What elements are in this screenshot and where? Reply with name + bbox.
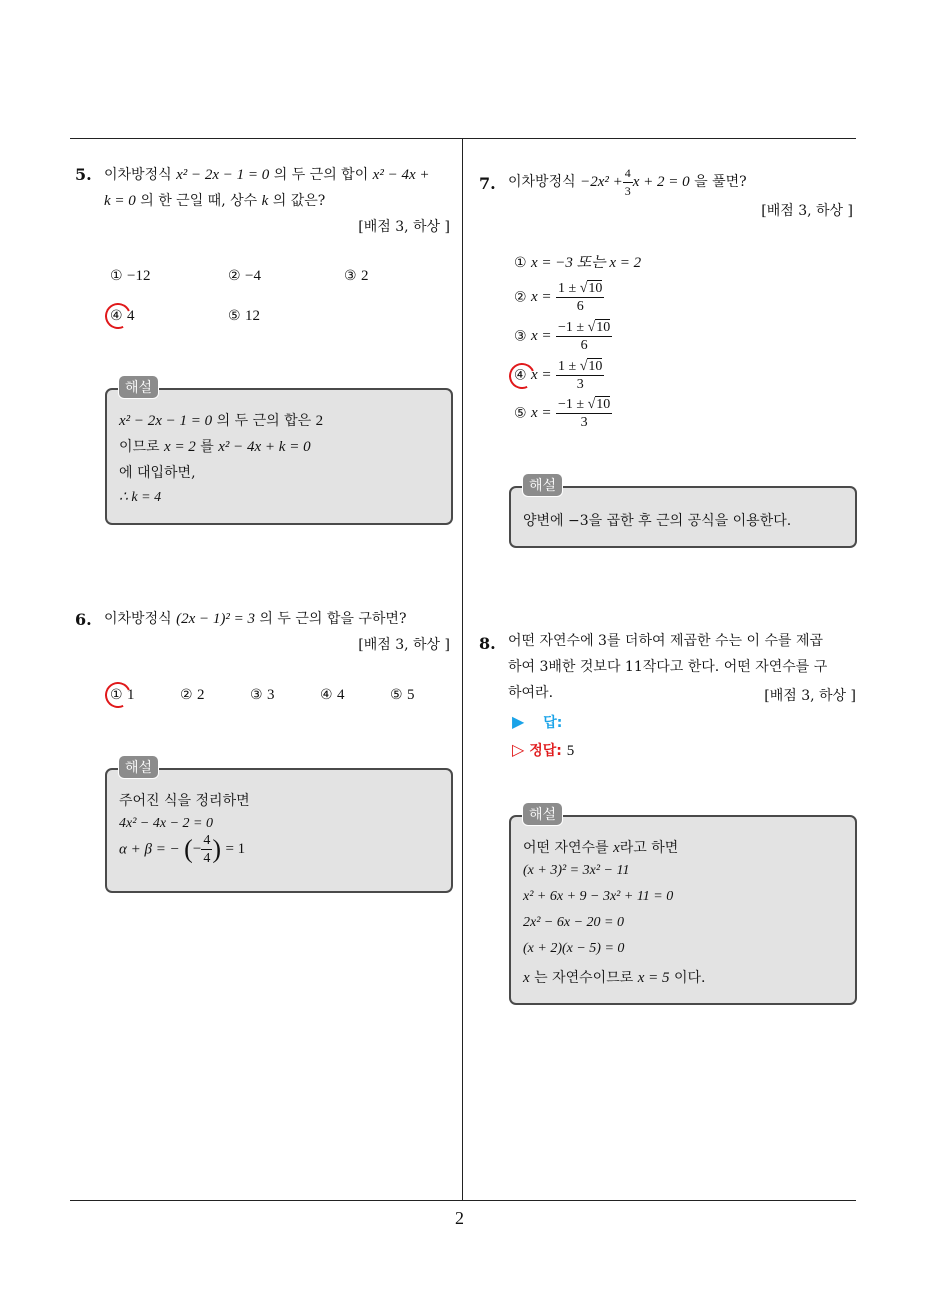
- question-text-line-3: 하여라.: [508, 685, 554, 701]
- solution-line-1: 어떤 자연수를 x라고 하면: [523, 840, 679, 856]
- solution-line-4: ∴ k = 4: [119, 490, 162, 505]
- option-2[interactable]: ② −4: [228, 268, 261, 284]
- solution-line-2: 이므로 x = 2 를 x² − 4x + k = 0: [119, 439, 311, 455]
- solution-tag: 해설: [118, 755, 159, 779]
- correct-answer-label: 정답:: [529, 743, 562, 759]
- option-4[interactable]: ④ x = $\frac{1 \pm √10}{3}$: [514, 359, 603, 392]
- option-4[interactable]: ④ 4: [110, 308, 135, 324]
- solution-line-3: 에 대입하면,: [119, 465, 196, 481]
- option-2[interactable]: ② x = $\frac{1 \pm √10}{6}$: [514, 281, 603, 314]
- solution-line-2: 4x² − 4x − 2 = 0: [119, 816, 213, 831]
- solution-line-1: 주어진 식을 정리하면: [119, 793, 250, 809]
- bottom-rule: [70, 1200, 856, 1201]
- answer-mark-circle: [101, 678, 134, 711]
- solution-line-1: x² − 2x − 1 = 0 의 두 근의 합은 2: [119, 413, 324, 429]
- play-arrow-icon: ▶: [512, 712, 525, 731]
- option-5[interactable]: ⑤ x = $\frac{-1 \pm √10}{3}$: [514, 397, 611, 430]
- solution-tag: 해설: [118, 375, 159, 399]
- option-4[interactable]: ④ 4: [320, 687, 345, 703]
- option-1[interactable]: ① −12: [110, 268, 151, 284]
- option-1[interactable]: ① x = −3 또는 x = 2: [514, 255, 642, 271]
- question-text-line-1: 어떤 자연수에 3를 더하여 제곱한 수는 이 수를 제곱: [508, 633, 823, 649]
- solution-box: [105, 768, 453, 893]
- score-label: [배점 3, 하상 ]: [358, 637, 450, 653]
- option-5[interactable]: ⑤ 12: [228, 308, 261, 324]
- score-label: [배점 3, 하상 ]: [761, 203, 853, 219]
- solution-box: [105, 388, 453, 525]
- solution-line-2: (x + 3)² = 3x² − 11: [523, 863, 630, 878]
- solution-tag: 해설: [522, 473, 563, 497]
- option-3[interactable]: ③ 2: [344, 268, 369, 284]
- solution-line-6: x 는 자연수이므로 x = 5 이다.: [523, 970, 706, 986]
- score-label: [배점 3, 하상 ]: [358, 219, 450, 235]
- correct-answer-row: [512, 740, 574, 760]
- question-text: 이차방정식 (2x − 1)² = 3 의 두 근의 합을 구하면?: [104, 611, 407, 627]
- option-5[interactable]: ⑤ 5: [390, 687, 415, 703]
- option-3[interactable]: ③ x = $\frac{-1 \pm √10}{6}$: [514, 320, 611, 353]
- column-divider: [462, 139, 463, 1201]
- top-rule: [70, 138, 856, 139]
- question-number: 8.: [479, 634, 496, 653]
- option-1[interactable]: ① 1: [110, 687, 135, 703]
- outline-arrow-icon: ▷: [512, 740, 525, 759]
- solution-box: [509, 815, 857, 1005]
- question-text: 이차방정식 −2x² + $\frac{4}{3}$ x + 2 = 0 을 풀면?: [508, 165, 747, 198]
- question-number: 5.: [75, 165, 92, 184]
- solution-line-4: 2x² − 6x − 20 = 0: [523, 915, 624, 930]
- solution-tag: 해설: [522, 802, 563, 826]
- score-label: [배점 3, 하상 ]: [764, 688, 856, 704]
- question-text: 이차방정식 x² − 2x − 1 = 0 의 두 근의 합이 x² − 4x + k = 0 의 한 근일 때, 상수 k 의 값은?: [104, 167, 430, 209]
- solution-line-1: 양변에 −3을 곱한 후 근의 공식을 이용한다.: [523, 513, 792, 529]
- answer-label: 답:: [543, 715, 563, 731]
- correct-answer-value: 5: [566, 743, 575, 759]
- page-number: 2: [455, 1208, 464, 1228]
- answer-input-row[interactable]: [512, 712, 562, 732]
- question-text-line-2: 하여 3배한 것보다 11작다고 한다. 어떤 자연수를 구: [508, 659, 828, 675]
- option-2[interactable]: ② 2: [180, 687, 205, 703]
- solution-line-3: α + β = − (− $\frac{4}{4}$ ) = 1: [119, 833, 246, 866]
- option-3[interactable]: ③ 3: [250, 687, 275, 703]
- answer-mark-circle: [101, 299, 134, 332]
- question-number: 7.: [479, 174, 496, 193]
- solution-line-3: x² + 6x + 9 − 3x² + 11 = 0: [523, 889, 674, 904]
- question-number: 6.: [75, 610, 92, 629]
- solution-line-5: (x + 2)(x − 5) = 0: [523, 941, 625, 956]
